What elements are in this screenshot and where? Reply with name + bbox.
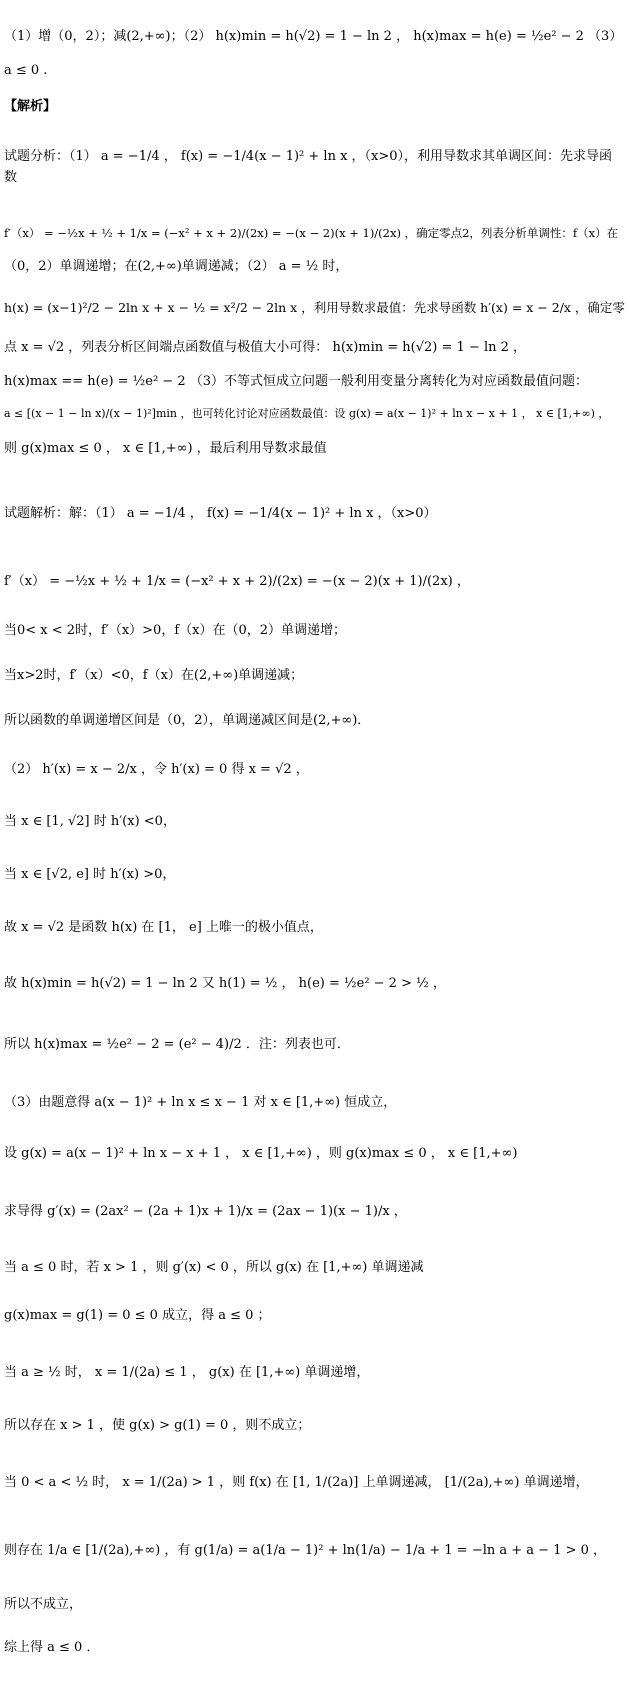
analysis-line-4: （0，2）单调递增；在(2,+∞)单调递减；（2） a = ½ 时，: [4, 259, 349, 274]
solution-line-11: 所以 h(x)max = ½e² − 2 = (e² − 4)/2 ．注：列表也可．: [4, 1037, 350, 1052]
analysis-line-9: 则 g(x)max ≤ 0 ， x ∈ [1,+∞) ，最后利用导数求最值: [4, 441, 327, 456]
solution-line-16: g(x)max = g(1) = 0 ≤ 0 成立，得 a ≤ 0 ；: [4, 1308, 271, 1323]
analysis-line-1: 试题分析：（1） a = −1/4 ， f(x) = −1/4(x − 1)² + ln x ，（x>0），利用导数求其单调区间：先求导函: [4, 149, 613, 164]
analysis-heading: 【解析】: [4, 99, 57, 114]
solution-line-20: 则存在 1/a ∈ [1/(2a),+∞) ，有 g(1/a) = a(1/a − 1)² + ln(1/a) − 1/a + 1 = −ln a + a − 1 > 0 ，: [4, 1543, 607, 1558]
answer-line-2: a ≤ 0 .: [4, 63, 48, 78]
analysis-line-3: f′（x） = −½x + ½ + 1/x = (−x² + x + 2)/(2x) = −(x − 2)(x + 1)/(2x) ，确定零点2，列表分析单调性：f（x）在: [4, 226, 619, 240]
solution-line-9: 故 x = √2 是函数 h(x) 在 [1， e] 上唯一的极小值点，: [4, 920, 323, 935]
solution-line-15: 当 a ≤ 0 时，若 x > 1 ，则 g′(x) < 0 ，所以 g(x) 在 [1,+∞) 单调递减: [4, 1260, 424, 1275]
solution-line-4: 当x>2时，f′（x）<0，f（x）在(2,+∞)单调递减；: [4, 668, 304, 683]
analysis-line-2: 数: [4, 170, 18, 185]
analysis-line-6: 点 x = √2 ，列表分析区间端点函数值与极值大小可得： h(x)min = h(√2) = 1 − ln 2 ，: [4, 340, 527, 355]
analysis-line-7: h(x)max == h(e) = ½e² − 2 （3）不等式恒成立问题一般利用变量分离转化为对应函数最值问题：: [4, 374, 589, 389]
solution-line-14: 求导得 g′(x) = (2ax² − (2a + 1)x + 1)/x = (2ax − 1)(x − 1)/x ，: [4, 1204, 407, 1219]
solution-line-3: 当0< x < 2时，f′（x）>0，f（x）在（0，2）单调递增；: [4, 623, 346, 638]
solution-line-7: 当 x ∈ [1, √2] 时 h′(x) <0，: [4, 814, 176, 829]
solution-line-22: 综上得 a ≤ 0 ．: [4, 1640, 100, 1655]
solution-line-6: （2） h′(x) = x − 2/x ，令 h′(x) = 0 得 x = √2 ，: [4, 762, 309, 777]
solution-line-21: 所以不成立，: [4, 1597, 83, 1612]
solution-line-19: 当 0 < a < ½ 时， x = 1/(2a) > 1 ，则 f(x) 在 [1, 1/(2a)] 上单调递减， [1/(2a),+∞) 单调递增，: [4, 1475, 589, 1490]
analysis-line-8: a ≤ [(x − 1 − ln x)/(x − 1)²]min ，也可转化讨论对应函数最值：设 g(x) = a(x − 1)² + ln x − x + 1 ， x ∈ [1,+∞) ，: [4, 407, 610, 420]
solution-line-2: f′（x） = −½x + ½ + 1/x = (−x² + x + 2)/(2x) = −(x − 2)(x + 1)/(2x) ，: [4, 574, 470, 589]
solution-line-5: 所以函数的单调递增区间是（0，2），单调递减区间是(2,+∞)．: [4, 713, 371, 728]
solution-line-10: 故 h(x)min = h(√2) = 1 − ln 2 又 h(1) = ½ ， h(e) = ½e² − 2 > ½ ，: [4, 976, 446, 991]
solution-line-18: 所以存在 x > 1 ，使 g(x) > g(1) = 0 ，则不成立；: [4, 1418, 311, 1433]
solution-line-12: （3）由题意得 a(x − 1)² + ln x ≤ x − 1 对 x ∈ [1,+∞) 恒成立，: [4, 1095, 397, 1110]
answer-line-1: （1）增（0，2）；减(2,+∞)；（2） h(x)min = h(√2) = 1 − ln 2 ， h(x)max = h(e) = ½e² − 2 （3）: [4, 29, 623, 44]
solution-line-13: 设 g(x) = a(x − 1)² + ln x − x + 1 ， x ∈ [1,+∞) ，则 g(x)max ≤ 0 ， x ∈ [1,+∞): [4, 1146, 518, 1161]
analysis-line-5: h(x) = (x−1)²/2 − 2ln x + x − ½ = x²/2 − 2ln x ，利用导数求最值：先求导函数 h′(x) = x − 2/x ，确定零: [4, 300, 625, 315]
solution-line-8: 当 x ∈ [√2, e] 时 h′(x) >0，: [4, 867, 176, 882]
solution-line-1: 试题解析：解：（1） a = −1/4 ， f(x) = −1/4(x − 1)² + ln x ，（x>0）: [4, 506, 437, 521]
solution-line-17: 当 a ≥ ½ 时， x = 1/(2a) ≤ 1 ， g(x) 在 [1,+∞) 单调递增，: [4, 1365, 370, 1380]
